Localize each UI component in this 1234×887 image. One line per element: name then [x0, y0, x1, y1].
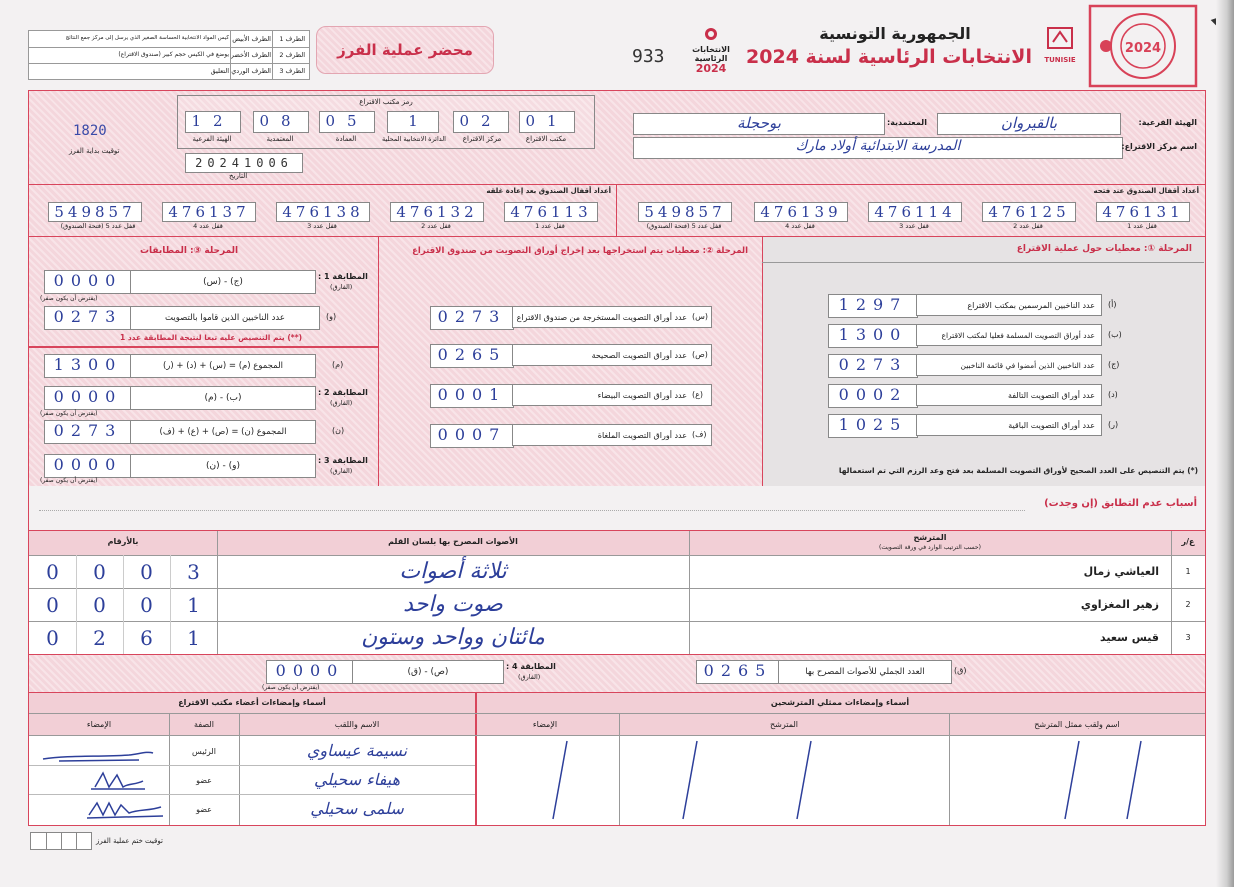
match3-formula: (و) - (ن): [130, 454, 316, 478]
code-office[interactable]: [519, 111, 573, 131]
station-code-title: رمز مكتب الاقتراع: [359, 98, 413, 106]
results-col-num: ع/ر: [1181, 537, 1195, 546]
lock-open-3[interactable]: [868, 202, 960, 220]
ballots-delivered-value[interactable]: 1300: [828, 324, 918, 348]
ballots-extracted-value[interactable]: 0273: [430, 306, 514, 330]
match2-row: [44, 386, 368, 408]
table-row: [29, 556, 1205, 588]
ballots-remaining-label: عدد أوراق التصويت الباقية: [916, 414, 1102, 436]
lock-after-3[interactable]: [276, 202, 368, 220]
isie-emblem-icon: [1045, 24, 1075, 52]
stage1-note: (*) يتم التنصيص على العدد الصحيح لأوراق التصويت المسلمة بعد فتح وعد الرزم التي تم استعمالها: [838, 466, 1198, 475]
total-votes-code: (ق): [954, 666, 967, 675]
member2-signature-icon[interactable]: [89, 769, 149, 793]
lock-open-3-label: قفل عدد 3: [899, 222, 929, 230]
voters-voted-value[interactable]: 0273: [44, 306, 132, 330]
member3-name[interactable]: سلمى سحيلي: [310, 799, 404, 818]
row3-digit-3[interactable]: 6: [140, 626, 153, 650]
registered-voters-value[interactable]: 1297: [828, 294, 918, 318]
match4-formula: (ص) - (ق): [352, 660, 504, 684]
voters-signed-value[interactable]: 0273: [828, 354, 918, 378]
voters-voted-code: (و): [326, 312, 337, 321]
voters-voted-row: [44, 306, 362, 328]
ballots-blank-code: (ع): [692, 390, 704, 399]
match3-hint: (يفترض أن يكون صفر): [40, 477, 98, 484]
row1-digit-2[interactable]: 0: [93, 560, 106, 584]
stage2-title: المرحلة ②: معطيات يتم استخراجها بعد إخراج أوراق التصويت من صندوق الاقتراع: [412, 246, 748, 256]
code-district-label: الدائرة الانتخابية المحلية: [382, 135, 446, 143]
lock-open-2-value: 476125: [982, 202, 1076, 222]
lock-open-3-value: 476114: [868, 202, 962, 222]
delegation-value: بوحجلة: [633, 113, 885, 135]
registered-voters-code: (أ): [1108, 300, 1117, 309]
sum-m-value[interactable]: 1300: [44, 354, 132, 378]
lock-open-4-value: 476139: [754, 202, 848, 222]
match4-value[interactable]: 0000: [266, 660, 354, 684]
stage3-title: المرحلة ③: المطابقات: [140, 246, 239, 256]
ballots-valid-row: [430, 344, 712, 366]
envelope-3-code: الظرف 3: [279, 67, 305, 75]
ballots-valid-value[interactable]: 0265: [430, 344, 514, 368]
total-votes-label: العدد الجملي للأصوات المصرح بها: [778, 660, 952, 684]
lock-open-5-value: 549857: [638, 202, 732, 222]
station-section: [28, 90, 1206, 186]
sub-commission-label: الهيئة الفرعية:: [1138, 118, 1197, 127]
delegation-field[interactable]: [633, 113, 883, 133]
code-district-value: 1: [387, 111, 439, 133]
row1-num: 1: [1185, 567, 1191, 576]
reps-strike-lines: [475, 735, 1205, 825]
sum-m-label: المجموع (م) = (س) + (د) + (ر): [130, 354, 316, 378]
lock-open-2-label: قفل عدد 2: [1013, 222, 1043, 230]
logo-emblem-icon: [701, 27, 721, 41]
row1-words[interactable]: ثلاثة أصوات: [399, 559, 507, 584]
end-time-value: [31, 833, 91, 849]
members-col-sign: الإمضاء: [86, 720, 112, 729]
code-delegation[interactable]: [253, 111, 307, 131]
lock-open-1[interactable]: [1096, 202, 1188, 220]
start-time-digits: [73, 123, 107, 141]
lock-after-3-value: 476138: [276, 202, 370, 222]
match4-hint: (يفترض أن يكون صفر): [262, 684, 320, 691]
election-logo: [686, 26, 736, 82]
row2-digit-2[interactable]: 0: [93, 593, 106, 617]
match4-row: [266, 660, 578, 682]
doc-number: 933: [632, 46, 665, 67]
lock-after-5[interactable]: [48, 202, 140, 220]
lock-after-3-label: قفل عدد 3: [307, 222, 337, 230]
end-time-label: توقيت ختم عملية الفرز: [96, 837, 163, 845]
lock-after-1-label: قفل عدد 1: [535, 222, 565, 230]
envelope-1-desc: كيس المواد الانتخابية الحساسة الصغير الذي يرسل إلى مركز جمع النتائج: [65, 35, 229, 41]
lock-after-1-value: 476113: [504, 202, 598, 222]
ballots-void-label: عدد أوراق التصويت الملغاة: [512, 424, 712, 446]
row1-digit-1[interactable]: 0: [46, 560, 59, 584]
sum-n-row: [44, 420, 362, 442]
envelope-table: [28, 30, 310, 80]
ballots-delivered-label: عدد أوراق التصويت المسلمة فعليا لمكتب الاقتراع: [916, 324, 1102, 346]
member1-name[interactable]: نسيمة عيساوي: [306, 741, 408, 760]
lock-after-2-value: 476132: [390, 202, 484, 222]
member3-role: عضو: [196, 805, 212, 814]
ballots-void-value[interactable]: 0007: [430, 424, 514, 448]
lock-after-5-value: 549857: [48, 202, 142, 222]
match1-row: [44, 270, 368, 292]
table-row: [29, 589, 1205, 621]
match1-formula: (ج) - (س): [130, 270, 316, 294]
results-col-words: الأصوات المصرح بها بلسان القلم: [388, 537, 518, 546]
ballots-delivered-row: [828, 324, 1128, 346]
row2-num: 2: [1185, 600, 1191, 609]
sub-commission-value: بالقيروان: [937, 113, 1121, 135]
code-office-label: مكتب الاقتراع: [525, 135, 567, 143]
row2-digit-4[interactable]: 1: [187, 593, 200, 617]
lock-open-4[interactable]: [754, 202, 846, 220]
date-value: 20241006: [185, 153, 303, 173]
member1-role: الرئيس: [192, 747, 216, 756]
ballots-remaining-value[interactable]: 1025: [828, 414, 918, 438]
lock-after-2-label: قفل عدد 2: [421, 222, 451, 230]
code-sub-commission-value: 12: [185, 111, 241, 133]
ballots-damaged-value[interactable]: 0002: [828, 384, 918, 408]
envelope-2-code: الظرف 2: [279, 51, 305, 59]
lock-after-4[interactable]: [162, 202, 254, 220]
voters-signed-label: عدد الناخبين الذين أمضوا في قائمة الناخبين: [916, 354, 1102, 376]
form-title-box: [316, 26, 494, 74]
row3-candidate: قيس سعيد: [1100, 631, 1159, 644]
ballots-damaged-code: (د): [1108, 390, 1118, 399]
row3-num: 3: [1185, 633, 1191, 642]
row1-candidate: العياشي زمال: [1083, 565, 1159, 578]
row3-digit-1[interactable]: 0: [46, 626, 59, 650]
row3-digit-4[interactable]: 1: [187, 626, 200, 650]
row1-digit-4[interactable]: 3: [187, 560, 200, 584]
code-center-label: مركز الاقتراع: [462, 135, 502, 143]
official-stamp: [1086, 2, 1200, 90]
ballots-remaining-code: (ر): [1108, 420, 1119, 429]
lock-after-5-label: قفل عدد 5 (فتحة الصندوق): [60, 222, 136, 230]
ballots-blank-row: [430, 384, 712, 406]
match1-hint: (يفترض أن يكون صفر): [40, 295, 98, 302]
match1-sub: (الفارق): [330, 283, 353, 291]
members-col-role: الصفة: [194, 720, 214, 729]
table-row: [29, 622, 1205, 654]
ballots-valid-code: (ص): [692, 350, 708, 359]
registered-voters-label: عدد الناخبين المرسمين بمكتب الاقتراع: [916, 294, 1102, 316]
logo-line1: الانتخابات: [692, 45, 730, 54]
code-sector-label: العمادة: [335, 135, 357, 143]
lock-open-5[interactable]: [638, 202, 730, 220]
members-title: أسماء وإمضاءات أعضاء مكتب الاقتراع: [178, 698, 326, 707]
match4-sub: (الفارق): [518, 673, 541, 681]
ballots-extracted-code: (س): [692, 312, 709, 321]
total-votes-row: [696, 660, 974, 682]
stamp-year: 2024: [1124, 41, 1162, 56]
envelope-2-desc: يوضع في الكيس حجم كبير (صندوق الاقتراع): [118, 51, 229, 58]
date-label: التاريخ: [229, 172, 248, 180]
center-name-value: المدرسة الابتدائية أولاد مارك: [633, 137, 1123, 159]
discrepancy-section: [28, 486, 1206, 530]
logo-year: 2024: [695, 62, 727, 75]
lock-open-4-label: قفل عدد 4: [785, 222, 815, 230]
voters-voted-label: عدد الناخبين الذين قاموا بالتصويت: [130, 306, 320, 330]
ballots-delivered-code: (ب): [1108, 330, 1122, 339]
code-center[interactable]: [453, 111, 507, 131]
voters-signed-code: (ج): [1108, 360, 1120, 369]
ballots-damaged-label: عدد أوراق التصويت التالفة: [916, 384, 1102, 406]
locks-after-title: أعداد أقفال الصندوق بعد إعادة غلقه: [486, 187, 611, 195]
row1-digit-3[interactable]: 0: [140, 560, 153, 584]
envelope-1-color: الظرف الأبيض: [232, 35, 271, 43]
row2-candidate: زهير المغزاوي: [1080, 598, 1159, 611]
envelope-3-color: الظرف الوردي: [231, 67, 271, 75]
locks-open-title: أعداد أقفال الصندوق عند فتحه: [1093, 187, 1199, 195]
sum-n-value[interactable]: 0273: [44, 420, 132, 444]
stage1-title: المرحلة ①: معطيات حول عملية الاقتراع: [1016, 244, 1192, 254]
members-col-name: الاسم واللقب: [334, 720, 380, 729]
code-sector-value: 05: [319, 111, 375, 133]
sub-commission-field[interactable]: [937, 113, 1119, 133]
reps-col-name: اسم ولقب ممثل المترشح: [1034, 720, 1120, 729]
match2-label: المطابقة 2 :: [318, 388, 368, 397]
row2-words[interactable]: صوت واحد: [403, 592, 503, 617]
ballots-blank-value[interactable]: 0001: [430, 384, 514, 408]
results-col-candidate: المترشح: [913, 533, 947, 542]
totals-section: [28, 654, 1206, 694]
member2-role: عضو: [196, 776, 212, 785]
ballots-void-row: [430, 424, 712, 446]
lock-open-1-value: 476131: [1096, 202, 1190, 222]
reps-col-sign: الإمضاء: [532, 720, 558, 729]
code-center-value: 02: [453, 111, 509, 133]
row2-digit-1[interactable]: 0: [46, 593, 59, 617]
match2-hint: (يفترض أن يكون صفر): [40, 410, 98, 417]
lock-open-2[interactable]: [982, 202, 1074, 220]
ballots-blank-label: عدد أوراق التصويت البيضاء: [512, 384, 712, 406]
ballots-extracted-row: [430, 306, 712, 328]
ballots-damaged-row: [828, 384, 1128, 406]
results-table: [28, 530, 1206, 656]
row3-words[interactable]: مائتان وواحد وستون: [361, 625, 545, 650]
code-delegation-label: المعتمدية: [266, 135, 294, 143]
envelope-3-desc: التعليق: [210, 67, 229, 75]
end-time-field[interactable]: [30, 832, 92, 850]
results-col-digits: بالأرقام: [107, 537, 139, 546]
center-name-label: اسم مركز الاقتراع:: [1121, 142, 1197, 151]
code-sector[interactable]: [319, 111, 373, 131]
member2-name[interactable]: هيفاء سحيلي: [313, 770, 401, 789]
match4-label: المطابقة 4 :: [506, 662, 556, 671]
member3-signature-icon[interactable]: [85, 797, 165, 821]
center-name-field[interactable]: [633, 137, 1121, 157]
match1-value[interactable]: 0000: [44, 270, 132, 294]
results-col-candidate-sub: (حسب الترتيب الوارد في ورقة التصويت): [879, 544, 981, 551]
delegation-label: المعتمدية:: [887, 118, 927, 127]
ballots-valid-label: عدد أوراق التصويت الصحيحة: [512, 344, 712, 366]
match3-row: [44, 454, 368, 476]
date-field[interactable]: [185, 153, 301, 171]
envelope-2-color: الظرف الأخضر: [230, 51, 271, 59]
isie-logo: [1040, 24, 1080, 74]
lock-after-4-label: قفل عدد 4: [193, 222, 223, 230]
voters-signed-row: [828, 354, 1128, 376]
lock-open-1-label: قفل عدد 1: [1127, 222, 1157, 230]
discrepancy-label: أسباب عدم التطابق (إن وجدت): [1044, 498, 1197, 509]
lock-after-2[interactable]: [390, 202, 482, 220]
stage3-divider: [28, 346, 378, 348]
total-votes-value[interactable]: 0265: [696, 660, 780, 684]
sum-n-label: المجموع (ن) = (ص) + (ع) + (ف): [130, 420, 316, 444]
ballots-void-code: (ف): [692, 430, 707, 439]
code-sub-commission[interactable]: [185, 111, 239, 131]
row3-digit-2[interactable]: 2: [93, 626, 106, 650]
sum-m-code: (م): [332, 360, 344, 369]
reps-title: أسماء وإمضاءات ممثلي المترشحين: [770, 698, 910, 707]
match3-label: المطابقة 3 :: [318, 456, 368, 465]
envelope-1-code: الظرف 1: [279, 35, 305, 43]
row2-digit-3[interactable]: 0: [140, 593, 153, 617]
signatures-section: [28, 692, 1206, 826]
isie-label: TUNISIE: [1044, 56, 1076, 64]
match2-formula: (ب) - (م): [130, 386, 316, 410]
ballots-extracted-label: عدد أوراق التصويت المستخرجة من صندوق الاقتراع: [512, 306, 712, 328]
match1-label: المطابقة 1 :: [318, 272, 368, 281]
discrepancy-line[interactable]: [39, 510, 1025, 511]
election-title: الانتخابات الرئاسية لسنة 2024: [746, 46, 1032, 68]
start-time-value: 1820: [73, 123, 107, 139]
start-time-field[interactable]: [73, 123, 107, 141]
sum-n-code: (ن): [332, 426, 345, 435]
match2-value[interactable]: 0000: [44, 386, 132, 410]
registered-voters-row: [828, 294, 1128, 316]
start-time-label: توقيت بداية الفرز: [69, 147, 120, 155]
code-sub-commission-label: الهيئة الفرعية: [192, 135, 232, 143]
lock-after-1[interactable]: [504, 202, 596, 220]
code-delegation-value: 08: [253, 111, 309, 133]
reps-col-candidate: المترشح: [770, 720, 798, 729]
match2-sub: (الفارق): [330, 399, 353, 407]
lock-open-5-label: قفل عدد 5 (فتحة الصندوق): [646, 222, 722, 230]
republic-title: الجمهورية التونسية: [819, 24, 971, 43]
form-title: محضر عملية الفرز: [337, 41, 473, 59]
sum-m-row: [44, 354, 362, 376]
ballots-remaining-row: [828, 414, 1128, 436]
lock-after-4-value: 476137: [162, 202, 256, 222]
logo-line2: الرئاسية: [694, 54, 728, 63]
member1-signature-icon[interactable]: [39, 741, 159, 765]
match3-value[interactable]: 0000: [44, 454, 132, 478]
scan-edge: [1216, 0, 1234, 887]
voters-voted-note: (**) يتم التنصيص عليه تبعا لنتيجة المطابقة عدد 1: [120, 333, 303, 342]
code-district[interactable]: [387, 111, 437, 131]
code-office-value: 01: [519, 111, 575, 133]
match3-sub: (الفارق): [330, 467, 353, 475]
